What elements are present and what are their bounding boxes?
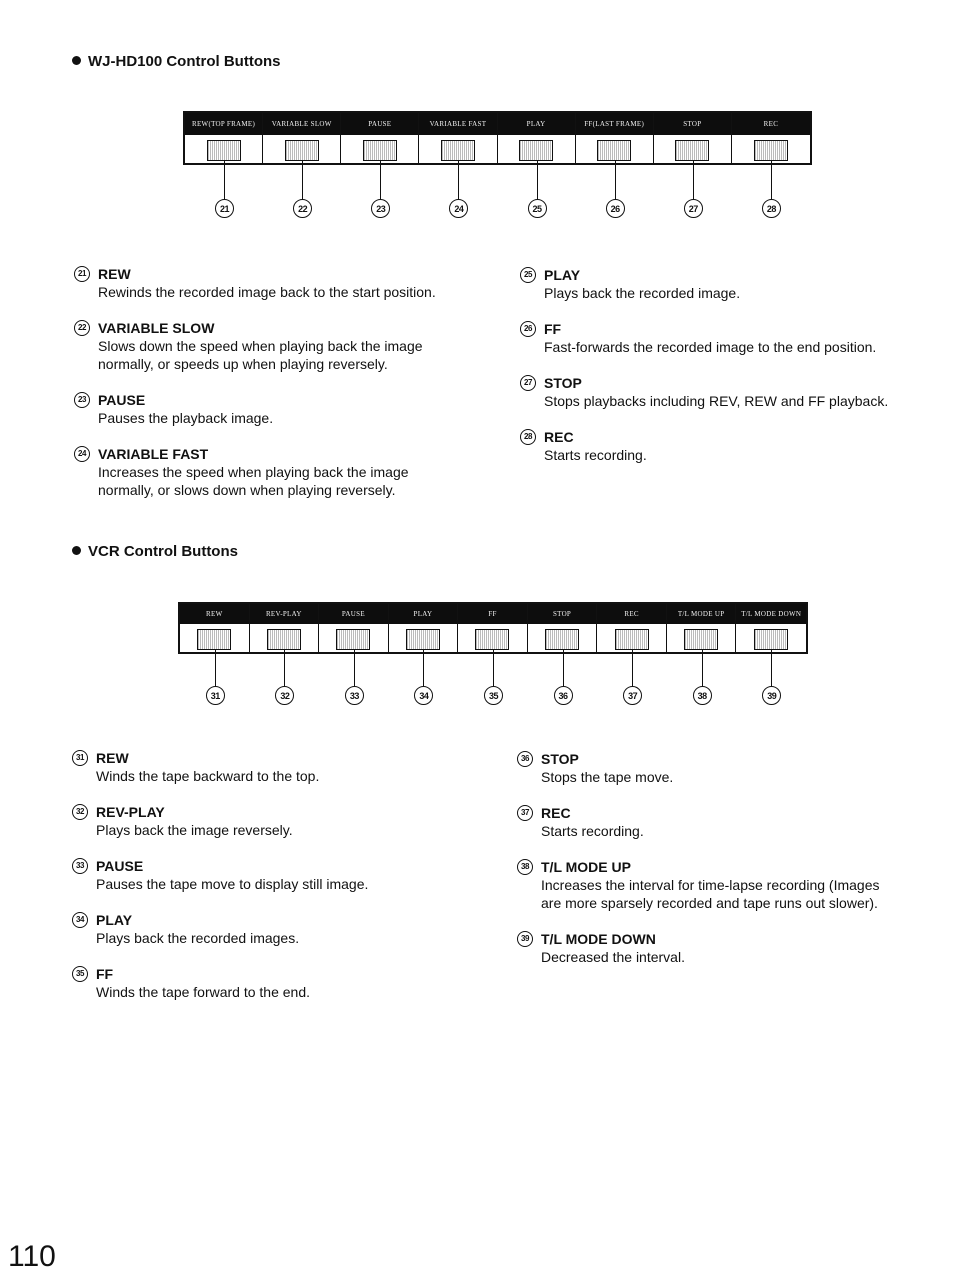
button-key[interactable] [207, 140, 241, 161]
number-badge: 39 [517, 931, 533, 947]
callout-number: 34 [414, 686, 433, 705]
button-key[interactable] [363, 140, 397, 161]
button-key[interactable] [675, 140, 709, 161]
description-heading [74, 265, 454, 283]
description-text: Starts recording. [541, 823, 644, 839]
button-description [74, 445, 454, 499]
description-title: VARIABLE FAST [98, 446, 209, 462]
callout-number: 37 [623, 686, 642, 705]
section-title-vcr [72, 543, 238, 560]
description-text: Decreased the interval. [541, 949, 685, 965]
callout-line [615, 161, 616, 199]
vcr-control-panel [178, 602, 808, 654]
callout-line [632, 650, 633, 686]
description-heading [72, 803, 452, 821]
control-button[interactable] [736, 604, 806, 652]
callout-line [302, 161, 303, 199]
button-description [520, 374, 900, 410]
button-key[interactable] [285, 140, 319, 161]
callout-line [380, 161, 381, 199]
button-key[interactable] [754, 140, 788, 161]
callout-line [493, 650, 494, 686]
button-description [74, 391, 454, 427]
button-description [517, 750, 897, 786]
button-label: PAUSE [319, 604, 388, 626]
button-label: VARIABLE FAST [419, 113, 496, 137]
section-title-text: VCR Control Buttons [88, 543, 238, 560]
number-badge: 34 [72, 912, 88, 928]
button-description [72, 803, 452, 839]
callout-number: 32 [275, 686, 294, 705]
description-text: Slows down the speed when playing back the image normally, or speeds up when playing reversely. [98, 338, 423, 372]
callout-number: 23 [371, 199, 390, 218]
control-button[interactable] [250, 604, 320, 652]
description-heading [517, 858, 897, 876]
button-label: REV-PLAY [250, 604, 319, 626]
control-button[interactable] [528, 604, 598, 652]
control-button[interactable] [419, 113, 497, 163]
button-key[interactable] [545, 629, 579, 650]
description-heading [517, 804, 897, 822]
number-badge: 31 [72, 750, 88, 766]
button-key[interactable] [684, 629, 718, 650]
button-label: FF(LAST FRAME) [576, 113, 653, 137]
control-button[interactable] [458, 604, 528, 652]
button-description [74, 265, 454, 301]
button-description [517, 930, 897, 966]
number-badge: 35 [72, 966, 88, 982]
callout-line [458, 161, 459, 199]
description-title: FF [96, 966, 114, 982]
control-button[interactable] [667, 604, 737, 652]
button-label: STOP [654, 113, 731, 137]
button-label: STOP [528, 604, 597, 626]
callout-line [702, 650, 703, 686]
button-key[interactable] [406, 629, 440, 650]
description-heading [72, 749, 452, 767]
button-key[interactable] [441, 140, 475, 161]
callout-line [771, 161, 772, 199]
button-label: PAUSE [341, 113, 418, 137]
description-title: REW [96, 750, 129, 766]
button-label: PLAY [389, 604, 458, 626]
callout-number: 22 [293, 199, 312, 218]
description-heading [517, 750, 897, 768]
callout-number: 25 [528, 199, 547, 218]
description-title: PAUSE [96, 858, 144, 874]
description-text: Winds the tape backward to the top. [96, 768, 320, 784]
description-heading [520, 320, 900, 338]
description-text: Starts recording. [544, 447, 647, 463]
description-heading [72, 911, 452, 929]
number-badge: 38 [517, 859, 533, 875]
description-title: VARIABLE SLOW [98, 320, 215, 336]
callout-number: 24 [449, 199, 468, 218]
callout-number: 33 [345, 686, 364, 705]
button-key[interactable] [597, 140, 631, 161]
callout-line [771, 650, 772, 686]
description-text: Increases the speed when playing back the image normally, or slows down when playing reversely. [98, 464, 409, 498]
control-button[interactable] [180, 604, 250, 652]
number-badge: 22 [74, 320, 90, 336]
button-label: T/L MODE DOWN [736, 604, 806, 626]
callout-number: 26 [606, 199, 625, 218]
control-button[interactable] [185, 113, 263, 163]
description-text: Stops the tape move. [541, 769, 674, 785]
description-text: Stops playbacks including REV, REW and FF playback. [544, 393, 889, 409]
button-description [520, 266, 900, 302]
button-label: REW [180, 604, 249, 626]
description-title: REW [98, 266, 131, 282]
number-badge: 33 [72, 858, 88, 874]
number-badge: 25 [520, 267, 536, 283]
description-heading [74, 445, 454, 463]
description-text: Fast-forwards the recorded image to the end position. [544, 339, 877, 355]
callout-number: 36 [554, 686, 573, 705]
button-key[interactable] [754, 629, 788, 650]
description-title: REV-PLAY [96, 804, 165, 820]
description-title: STOP [544, 375, 582, 391]
callout-number: 35 [484, 686, 503, 705]
callout-line [537, 161, 538, 199]
button-description [72, 965, 452, 1001]
button-description [517, 858, 897, 912]
callout-number: 28 [762, 199, 781, 218]
page-number: 110 [8, 1240, 56, 1273]
description-title: STOP [541, 751, 579, 767]
description-text: Increases the interval for time-lapse recording (Images are more sparsely recorded and tape runs out slower). [541, 877, 880, 911]
callout-number: 39 [762, 686, 781, 705]
button-label: VARIABLE SLOW [263, 113, 340, 137]
control-button[interactable] [498, 113, 576, 163]
description-title: PAUSE [98, 392, 146, 408]
description-title: FF [544, 321, 562, 337]
description-text: Plays back the recorded image. [544, 285, 741, 301]
section-title-text: WJ-HD100 Control Buttons [88, 53, 281, 70]
description-text: Pauses the playback image. [98, 410, 274, 426]
description-text: Rewinds the recorded image back to the start position. [98, 284, 436, 300]
hd100-control-panel [183, 111, 812, 165]
description-heading [72, 965, 452, 983]
description-heading [520, 266, 900, 284]
number-badge: 36 [517, 751, 533, 767]
button-description [517, 804, 897, 840]
description-title: T/L MODE UP [541, 859, 631, 875]
description-text: Winds the tape forward to the end. [96, 984, 311, 1000]
button-label: T/L MODE UP [667, 604, 736, 626]
callout-line [693, 161, 694, 199]
button-description [74, 319, 454, 373]
bullet-icon [72, 546, 81, 555]
description-title: T/L MODE DOWN [541, 931, 656, 947]
callout-line [224, 161, 225, 199]
button-description [520, 320, 900, 356]
control-button[interactable] [732, 113, 810, 163]
button-label: PLAY [498, 113, 575, 137]
button-key[interactable] [267, 629, 301, 650]
bullet-icon [72, 56, 81, 65]
description-heading [74, 391, 454, 409]
description-title: PLAY [544, 267, 581, 283]
description-heading [520, 428, 900, 446]
button-key[interactable] [519, 140, 553, 161]
number-badge: 37 [517, 805, 533, 821]
callout-number: 21 [215, 199, 234, 218]
callout-line [563, 650, 564, 686]
button-description [72, 911, 452, 947]
button-key[interactable] [615, 629, 649, 650]
number-badge: 21 [74, 266, 90, 282]
control-button[interactable] [654, 113, 732, 163]
description-heading [517, 930, 897, 948]
button-description [72, 749, 452, 785]
description-title: REC [541, 805, 571, 821]
callout-line [423, 650, 424, 686]
number-badge: 26 [520, 321, 536, 337]
description-text: Pauses the tape move to display still image. [96, 876, 369, 892]
description-text: Plays back the recorded images. [96, 930, 300, 946]
button-description [72, 857, 452, 893]
control-button[interactable] [576, 113, 654, 163]
callout-line [284, 650, 285, 686]
description-title: REC [544, 429, 574, 445]
button-key[interactable] [336, 629, 370, 650]
number-badge: 24 [74, 446, 90, 462]
control-button[interactable] [389, 604, 459, 652]
description-heading [74, 319, 454, 337]
button-label: REC [732, 113, 810, 137]
control-button[interactable] [263, 113, 341, 163]
callout-number: 38 [693, 686, 712, 705]
section-title-hd100 [72, 53, 281, 70]
callout-number: 27 [684, 199, 703, 218]
callout-line [354, 650, 355, 686]
number-badge: 27 [520, 375, 536, 391]
button-label: REW(TOP FRAME) [185, 113, 262, 137]
button-description [520, 428, 900, 464]
button-label: FF [458, 604, 527, 626]
button-key[interactable] [197, 629, 231, 650]
callout-line [215, 650, 216, 686]
number-badge: 32 [72, 804, 88, 820]
number-badge: 28 [520, 429, 536, 445]
description-text: Plays back the image reversely. [96, 822, 293, 838]
control-button[interactable] [319, 604, 389, 652]
button-label: REC [597, 604, 666, 626]
description-heading [520, 374, 900, 392]
control-button[interactable] [597, 604, 667, 652]
number-badge: 23 [74, 392, 90, 408]
description-heading [72, 857, 452, 875]
button-key[interactable] [475, 629, 509, 650]
callout-number: 31 [206, 686, 225, 705]
control-button[interactable] [341, 113, 419, 163]
description-title: PLAY [96, 912, 133, 928]
